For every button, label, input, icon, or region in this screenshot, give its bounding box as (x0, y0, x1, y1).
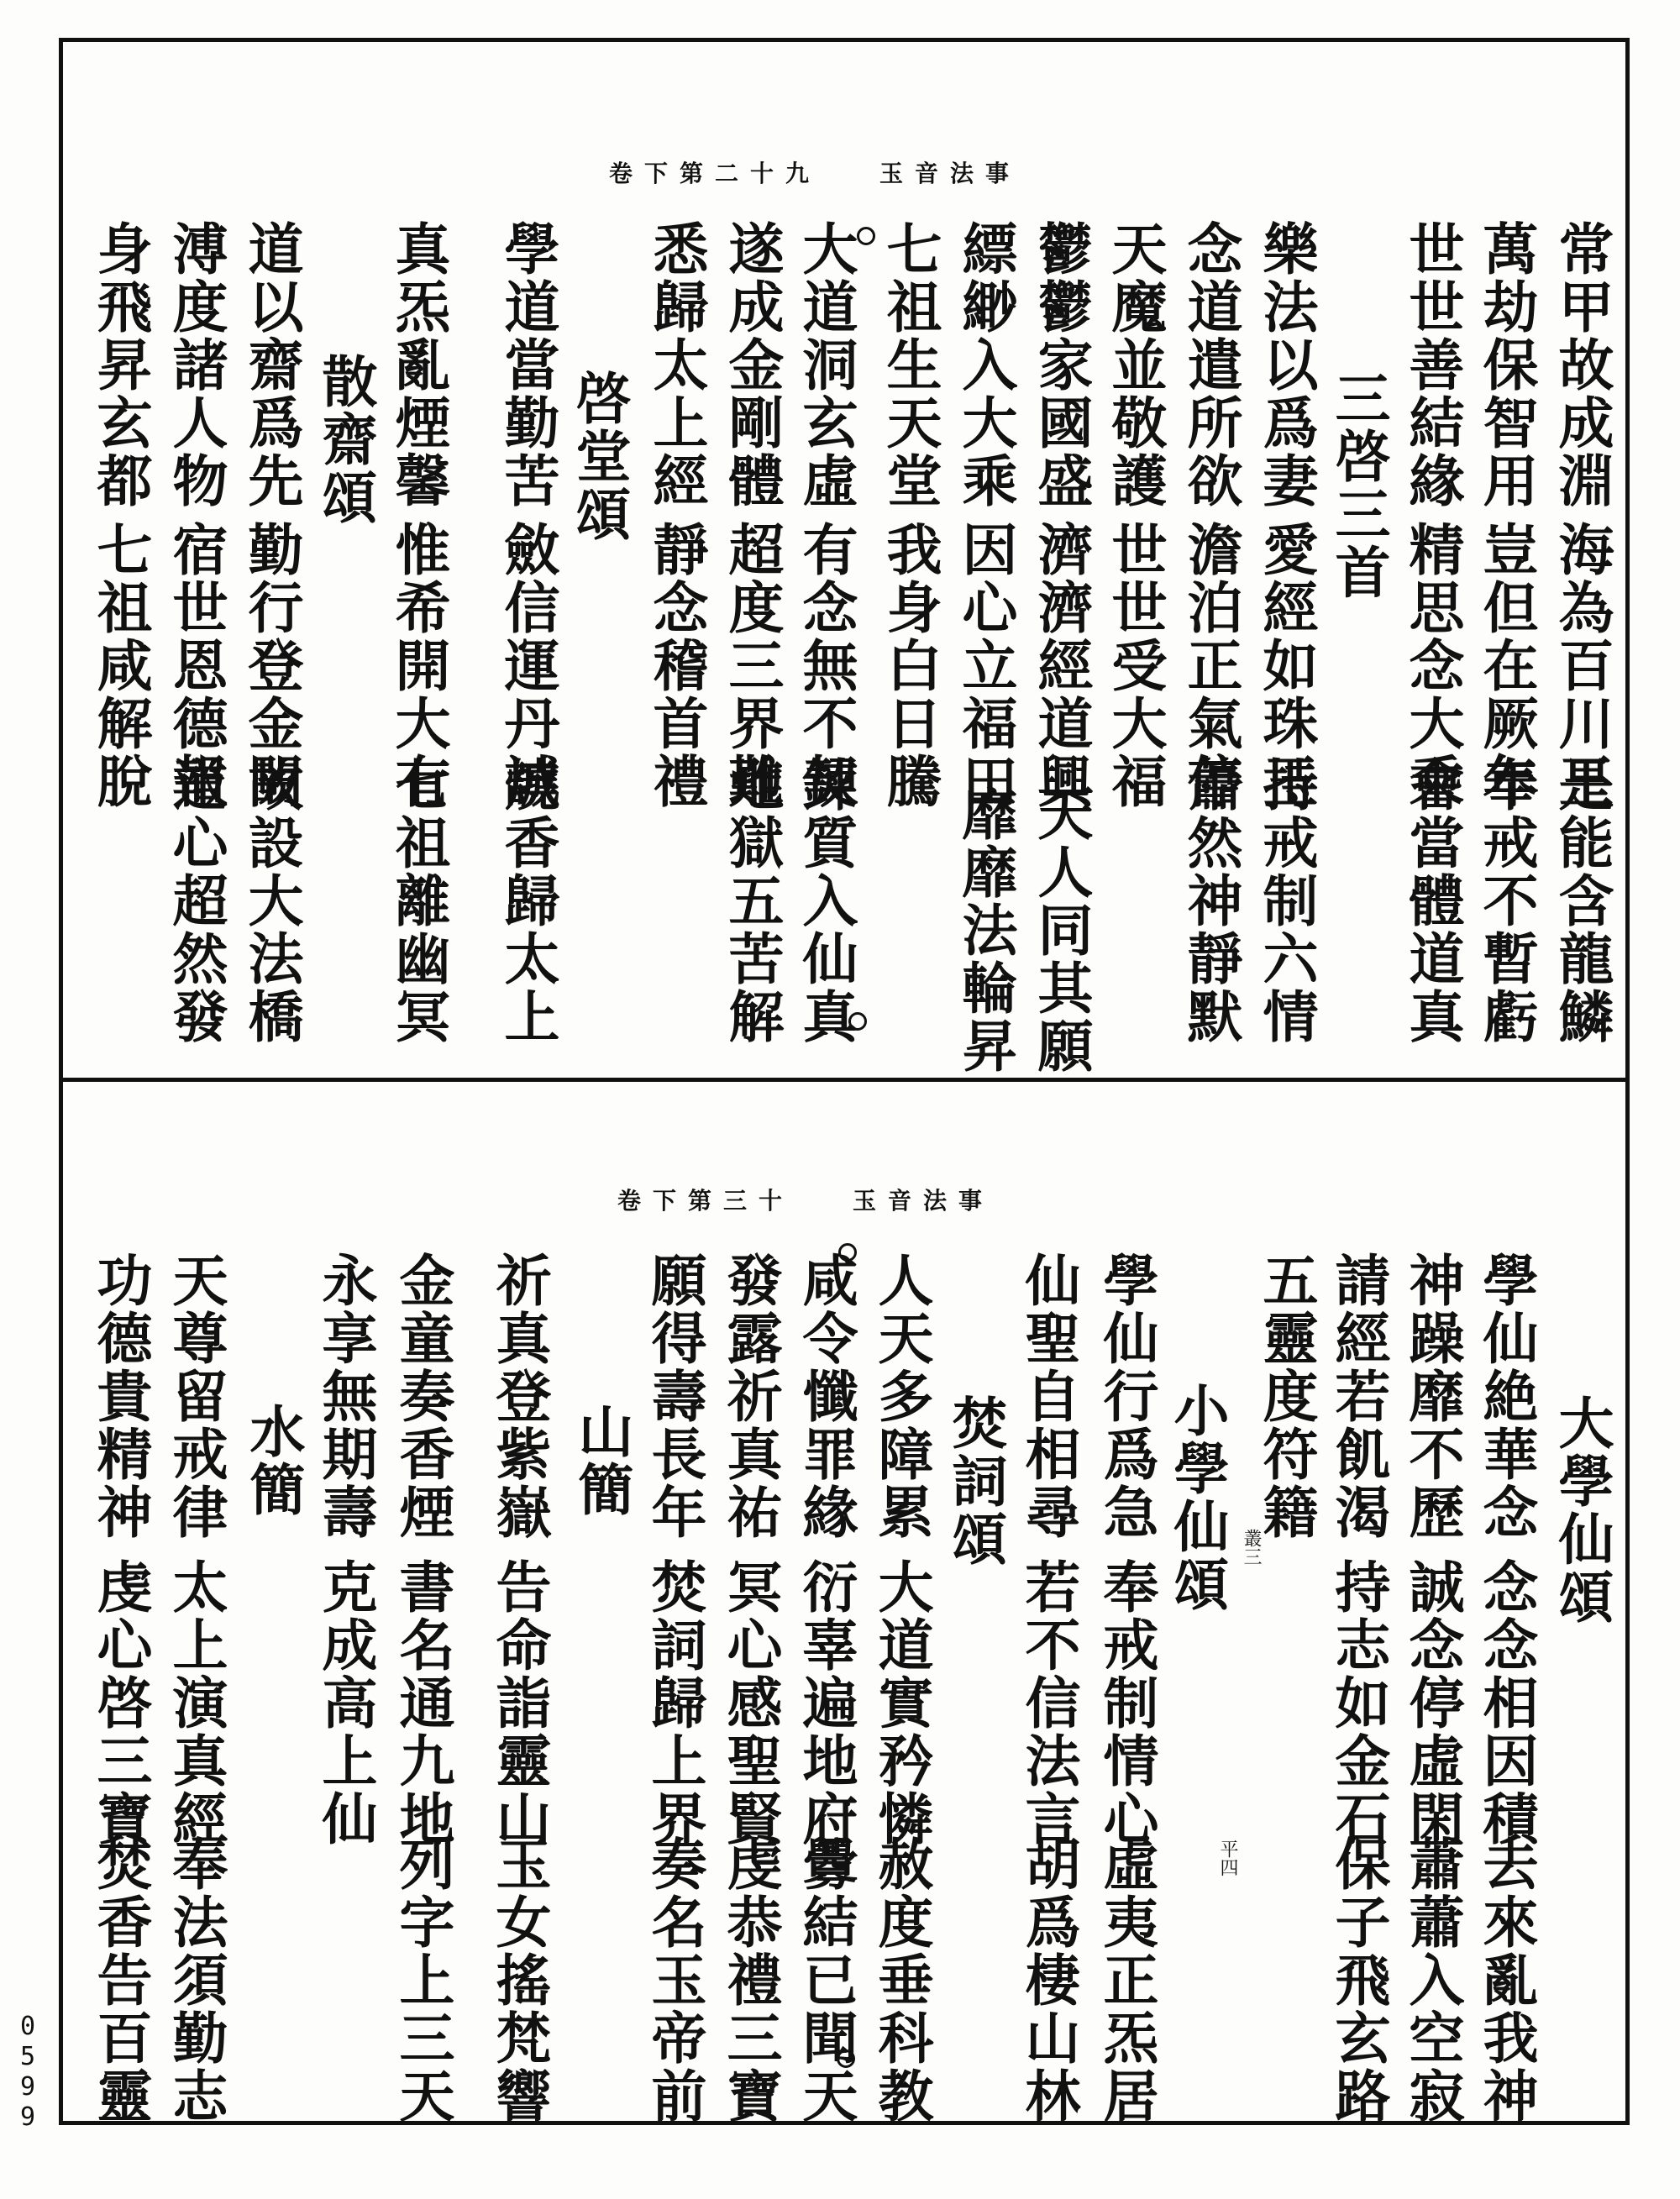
top-col-11-c: 鍊質入仙真 (793, 756, 858, 1046)
top-col-19-c: 道心超然發 (163, 756, 228, 1046)
top-col-3-c: 會當體道真 (1399, 756, 1465, 1046)
top-col-16-a: 真炁亂煙馨 (386, 220, 451, 510)
top-col-7-a: 天魔並敬護 (1102, 220, 1168, 510)
bottom-col-10-b: 大道實矜憐 (869, 1558, 934, 1848)
page-number-digit: 9 (19, 2072, 36, 2102)
bottom-col-20-c: 焚香告百靈 (87, 1835, 153, 2125)
bottom-col-4-a: 請經若飢渴 (1326, 1252, 1391, 1541)
top-col-11-b: 有念無不契 (793, 521, 858, 811)
bottom-col-16-c: 列字上三天 (390, 1835, 455, 2125)
top-col-6-a: 念道遣所欲 (1178, 220, 1243, 510)
top-col-3-b: 精思念大乘 (1399, 521, 1465, 811)
top-circle-mark-2 (848, 1012, 867, 1031)
page-number-digit: 5 (19, 2042, 36, 2071)
top-col-1-a: 常甲故成淵 (1549, 220, 1614, 510)
top-heading-qitang: 啓堂頌 (566, 370, 632, 543)
bottom-col-2-b: 念念相因積 (1473, 1558, 1539, 1848)
bottom-col-15-b: 告命詣靈山 (486, 1558, 552, 1848)
bottom-col-12-a: 發露祈真祐 (717, 1252, 783, 1541)
top-col-13-b: 靜念稽首禮 (643, 521, 709, 811)
top-col-15-c: 燒香歸太上 (495, 756, 560, 1046)
bottom-col-8-b: 若不信法言 (1016, 1558, 1081, 1848)
top-col-20-b: 七祖咸解脫 (87, 521, 153, 811)
bottom-col-10-a: 人天多障累 (869, 1252, 934, 1541)
bottom-col-4-b: 持志如金石 (1326, 1558, 1391, 1848)
bottom-col-10-c: 赦度垂科教 (869, 1835, 934, 2125)
bottom-col-7-b: 奉戒制情心 (1094, 1558, 1159, 1848)
top-col-19-b: 宿世恩德報 (163, 521, 228, 811)
top-col-5-b: 愛經如珠玉 (1253, 521, 1319, 811)
bottom-col-3-a: 神躁靡不歷 (1399, 1252, 1465, 1541)
bottom-heading-shuijian: 水簡 (240, 1403, 306, 1519)
top-col-3-a: 世世善結緣 (1399, 220, 1465, 510)
panel-divider (59, 1078, 1630, 1082)
top-col-10-a: 七祖生天堂 (877, 220, 942, 510)
top-heading-sanzhai: 散齋頌 (312, 353, 378, 527)
bottom-circle-mark-2 (837, 2049, 855, 2068)
bottom-col-5-note-b: 平四 (1217, 1839, 1238, 1876)
top-col-10-b: 我身白日騰 (877, 521, 942, 811)
bottom-col-19-b: 太上演真經 (163, 1558, 228, 1848)
top-col-11-a: 大道洞玄虛 (793, 220, 858, 510)
bottom-col-11-a: 咸令懺罪緣 (793, 1252, 858, 1541)
bottom-col-4-c: 保子飛玄路 (1326, 1835, 1391, 2125)
top-col-7-b: 世世受大福 (1102, 521, 1168, 811)
bottom-header-section: 卷下第三十 (617, 1187, 795, 1215)
bottom-col-5-note-a: 叢三 (1241, 1529, 1262, 1566)
top-col-9-c: 靡靡法輪昇 (953, 785, 1018, 1075)
bottom-col-15-c: 玉女搖梵響 (486, 1835, 552, 2125)
top-header-section: 卷下第二十九 (609, 160, 822, 187)
top-col-19-a: 溥度諸人物 (163, 220, 228, 510)
bottom-col-16-a: 金童奏香煙 (390, 1252, 455, 1541)
top-col-5-c: 持戒制六情 (1253, 756, 1319, 1046)
top-col-9-a: 縹緲入大乘 (953, 220, 1018, 510)
top-col-12-a: 遂成金剛體 (719, 220, 785, 510)
top-col-15-a: 學道當勤苦 (495, 220, 560, 510)
bottom-col-16-b: 書名通九地 (390, 1558, 455, 1848)
page-number-digit: 9 (19, 2102, 36, 2132)
top-col-2-c: 奉戒不暫虧 (1473, 756, 1539, 1046)
top-col-7-c: 天人同其願 (1028, 785, 1094, 1075)
top-col-9-b: 因心立福田 (953, 521, 1018, 811)
bottom-col-3-b: 誠念停虛閑 (1399, 1558, 1465, 1848)
page-number (15, 2012, 40, 2133)
bottom-col-7-c: 虛夷正炁居 (1094, 1835, 1159, 2125)
bottom-col-20-a: 功德貴精神 (87, 1252, 153, 1541)
bottom-col-17-b: 克成高上仙 (312, 1558, 378, 1848)
bottom-col-2-a: 學仙絶華念 (1473, 1252, 1539, 1541)
top-col-16-b: 惟希開大有 (386, 521, 451, 811)
bottom-col-12-c: 虔恭禮三寶 (717, 1835, 783, 2125)
bottom-col-19-a: 天尊留戒律 (163, 1252, 228, 1541)
bottom-col-19-c: 奉法須勤志 (163, 1835, 228, 2125)
top-col-1-c: 是能含龍鱗 (1549, 756, 1614, 1046)
page-number-digit: 0 (19, 2012, 36, 2041)
top-col-1-b: 海為百川王 (1549, 521, 1614, 811)
top-col-18-a: 道以齋爲先 (239, 220, 304, 510)
bottom-heading-daxuexian: 大學仙頌 (1549, 1394, 1614, 1626)
top-col-13-a: 悉歸太上經 (643, 220, 709, 510)
top-col-8-b: 濟濟經道興 (1028, 521, 1094, 811)
bottom-header-title: 玉音法事 (853, 1187, 995, 1215)
bottom-col-13-a: 願得壽長年 (642, 1252, 707, 1541)
bottom-col-11-c: 釁結已聞天 (793, 1835, 858, 2125)
top-col-16-c: 七祖離幽冥 (386, 756, 451, 1046)
bottom-col-17-a: 永享無期壽 (312, 1252, 378, 1541)
top-col-2-a: 萬劫保智用 (1473, 220, 1539, 510)
bottom-col-8-c: 胡爲棲山林 (1016, 1835, 1081, 2125)
bottom-col-3-c: 蕭蕭入空寂 (1399, 1835, 1465, 2125)
bottom-col-8-a: 仙聖自相尋 (1016, 1252, 1081, 1541)
top-circle-mark-1 (857, 227, 875, 245)
top-col-8-a: 鬱鬱家國盛 (1028, 220, 1094, 510)
bottom-col-13-c: 奏名玉帝前 (642, 1835, 707, 2125)
bottom-col-7-a: 學仙行爲急 (1094, 1252, 1159, 1541)
top-col-18-c: 故設大法橋 (239, 756, 304, 1046)
bottom-col-13-b: 焚詞歸上界 (642, 1558, 707, 1848)
bottom-heading-xiaoxuexian: 小學仙頌 (1164, 1382, 1230, 1614)
top-running-header (609, 155, 1021, 189)
top-col-12-c: 地獄五苦解 (719, 756, 785, 1046)
bottom-col-11-b: 衍辜遍地府 (793, 1558, 858, 1848)
top-col-15-b: 斂信運丹誠 (495, 521, 560, 811)
top-col-5-a: 樂法以爲妻 (1253, 220, 1319, 510)
top-col-6-c: 蕭然神靜默 (1178, 756, 1243, 1046)
bottom-col-20-b: 虔心啓三寶 (87, 1558, 153, 1848)
top-heading-sanqi: 三啓三首 (1326, 370, 1391, 601)
top-col-12-b: 超度三界難 (719, 521, 785, 811)
top-col-6-b: 澹泊正氣停 (1178, 521, 1243, 811)
bottom-heading-shanjian: 山簡 (569, 1403, 634, 1519)
bottom-col-15-a: 祈真登紫嶽 (486, 1252, 552, 1541)
top-col-18-b: 勤行登金闕 (239, 521, 304, 811)
top-col-20-a: 身飛昇玄都 (87, 220, 153, 510)
bottom-heading-fenci: 焚詞頌 (942, 1394, 1008, 1568)
bottom-col-2-c: 去來亂我神 (1473, 1835, 1539, 2125)
bottom-running-header (617, 1183, 994, 1216)
bottom-col-12-b: 冥心感聖賢 (717, 1558, 783, 1848)
top-col-2-b: 豈但在厥年 (1473, 521, 1539, 811)
top-header-title: 玉音法事 (879, 160, 1021, 187)
bottom-col-5-a: 五靈度符籍 (1253, 1252, 1319, 1541)
